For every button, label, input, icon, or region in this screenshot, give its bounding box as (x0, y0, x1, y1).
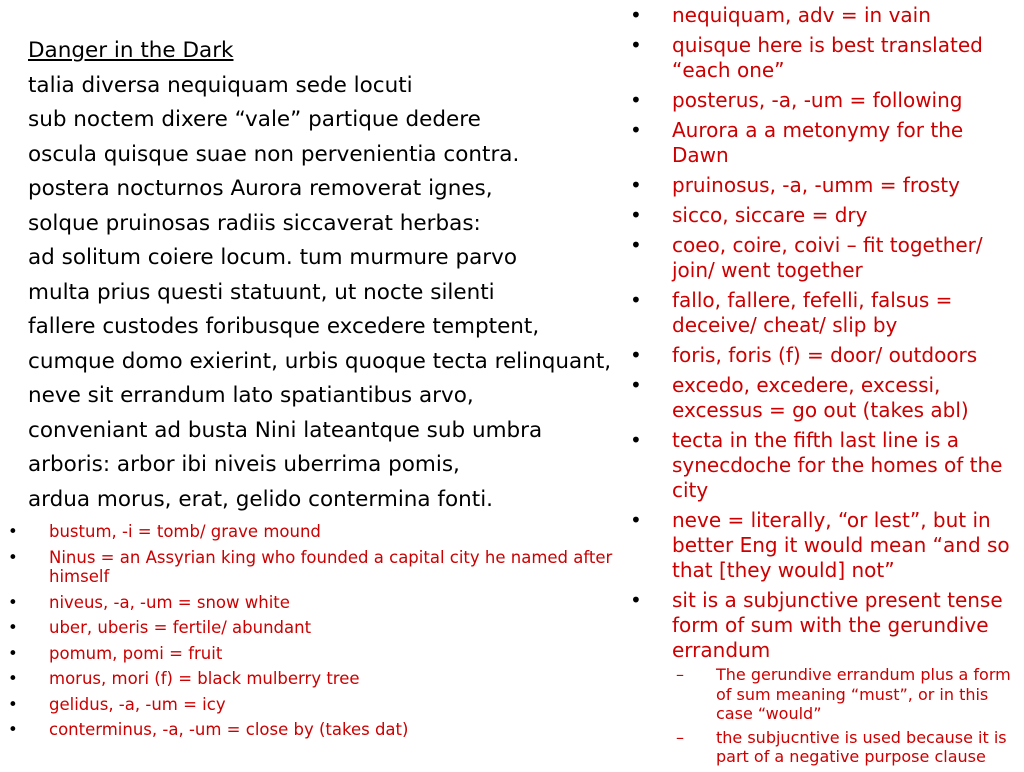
note-text: uber, uberis = fertile/ abundant (49, 618, 312, 637)
note-item (630, 373, 1020, 423)
note-item (630, 428, 1020, 503)
note-text: posterus, -a, -um = following (672, 88, 963, 112)
sub-note-item (672, 728, 1020, 767)
poem-line: talia diversa nequiquam sede locuti (28, 72, 413, 98)
poem-line: sub noctem dixere “vale” partique dedere (28, 107, 481, 132)
bullet-icon: • (8, 694, 18, 714)
note-text: morus, mori (f) = black mulberry tree (49, 669, 360, 688)
dash-icon: – (676, 665, 684, 684)
bullet-icon: • (630, 33, 642, 57)
bullet-icon: • (8, 547, 18, 567)
note-text: gelidus, -a, -um = icy (49, 694, 226, 714)
bullet-icon: • (630, 203, 642, 227)
note-text: sicco, siccare = dry (672, 203, 868, 227)
note-text: excedo, excedere, excessi, excessus = go out (takes abl) (672, 373, 969, 422)
bullet-icon: • (630, 343, 642, 367)
bullet-icon: • (630, 588, 642, 612)
note-text: foris, foris (f) = door/ outdoors (672, 343, 978, 367)
poem-line: conveniant ad busta Nini lateantque sub umbra (28, 417, 543, 443)
bullet-icon: • (630, 118, 642, 142)
note-item (630, 203, 1020, 228)
poem-title: Danger in the Dark (28, 38, 234, 63)
note-item (630, 508, 1020, 583)
note-text: pruinosus, -a, -umm = frosty (672, 173, 960, 197)
note-text: coeo, coire, coivi – fit together/ join/ went together (672, 233, 983, 282)
bullet-icon: • (630, 428, 642, 452)
note-item (630, 233, 1020, 283)
bullet-icon: • (8, 669, 18, 688)
poem-line: arboris: arbor ibi niveis uberrima pomis, (28, 452, 460, 477)
poem-line: ad solitum coiere locum. tum murmure parvo (28, 245, 517, 270)
bullet-icon: • (630, 233, 642, 257)
sub-note-text: the subjucntive is used because it is part of a negative purpose clause (716, 727, 1007, 766)
bullet-icon: • (8, 618, 18, 637)
poem-line: cumque domo exierint, urbis quoque tecta relinquant, (28, 348, 612, 374)
note-item (630, 118, 1020, 168)
bullet-icon: • (8, 720, 18, 739)
note-text: pomum, pomi = fruit (49, 643, 223, 663)
note-item (630, 33, 1020, 83)
note-item (8, 593, 648, 613)
poem-line: ardua morus, erat, gelido contermina fonti. (28, 486, 494, 512)
bullet-icon: • (8, 522, 18, 541)
bullet-icon: • (630, 173, 642, 197)
bullet-icon: • (8, 643, 18, 663)
note-text: Ninus = an Assyrian king who founded a capital city he named after himself (49, 547, 613, 586)
poem-passage (28, 34, 668, 517)
bullet-icon: • (8, 592, 18, 612)
poem-line: multa prius questi statuunt, ut nocte silenti (28, 279, 495, 305)
note-item (8, 720, 648, 740)
note-item (8, 548, 648, 587)
note-text: conterminus, -a, -um = close by (takes dat) (49, 720, 409, 739)
note-text: quisque here is best translated “each one” (672, 33, 983, 82)
note-item (630, 173, 1020, 198)
poem-line: oscula quisque suae non pervenientia contra. (28, 141, 520, 167)
note-text: bustum, -i = tomb/ grave mound (49, 522, 321, 541)
note-item (8, 669, 648, 689)
bullet-icon: • (630, 3, 642, 27)
vocabulary-notes-bottom (8, 522, 648, 746)
note-item (8, 644, 648, 664)
note-item (8, 618, 648, 638)
note-item (630, 288, 1020, 338)
note-text: Aurora a a metonymy for the Dawn (672, 118, 964, 167)
poem-line: postera nocturnos Aurora removerat ignes, (28, 176, 493, 201)
bullet-icon: • (630, 508, 642, 532)
sub-note-text: The gerundive errandum plus a form of sum meaning “must”, or in this case “would” (716, 665, 1011, 723)
poem-line: fallere custodes foribusque excedere temptent, (28, 314, 540, 339)
note-item (8, 522, 648, 542)
note-text: tecta in the fifth last line is a synecdoche for the homes of the city (672, 428, 1003, 502)
note-text: neve = literally, “or lest”, but in better Eng it would mean “and so that [they would] not” (672, 508, 1010, 582)
note-text: nequiquam, adv = in vain (672, 3, 931, 27)
poem-line: neve sit errandum lato spatiantibus arvo, (28, 383, 474, 408)
note-text: fallo, fallere, fefelli, falsus = deceive/ cheat/ slip by (672, 288, 953, 337)
note-item (8, 695, 648, 715)
sub-notes (672, 665, 1020, 767)
vocabulary-notes-right (630, 3, 1020, 772)
poem-line: solque pruinosas radiis siccaverat herbas: (28, 210, 481, 236)
bullet-icon: • (630, 288, 642, 312)
note-item (630, 88, 1020, 113)
note-item (630, 343, 1020, 368)
sub-note-item (672, 665, 1020, 724)
note-item (630, 588, 1020, 767)
note-text: niveus, -a, -um = snow white (49, 592, 290, 612)
note-item (630, 3, 1020, 28)
bullet-icon: • (630, 373, 642, 397)
dash-icon: – (676, 727, 684, 747)
note-text: sit is a subjunctive present tense form of sum with the gerundive errandum (672, 588, 1003, 662)
bullet-icon: • (630, 88, 642, 112)
